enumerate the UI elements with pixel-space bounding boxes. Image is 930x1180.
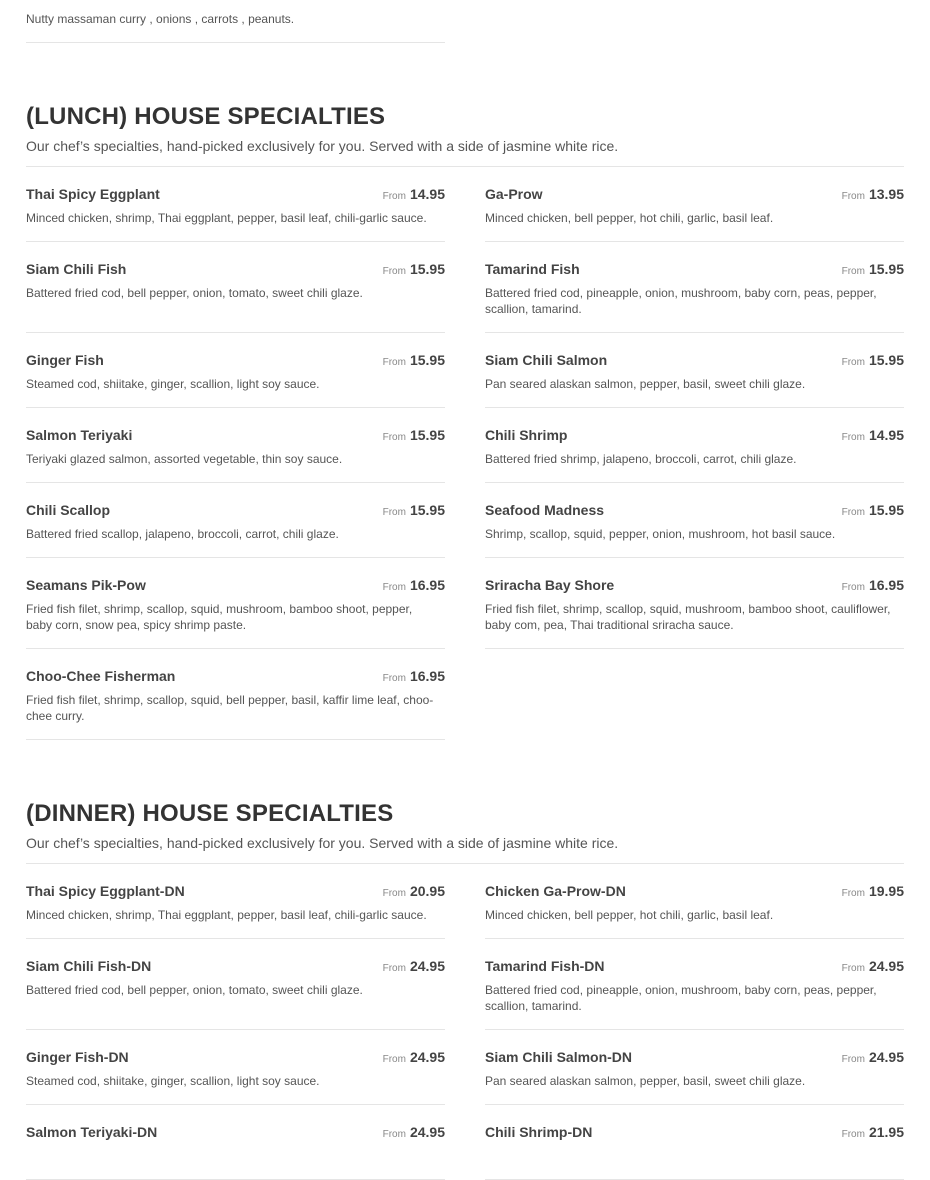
- menu-item[interactable]: [26, 1105, 445, 1180]
- price-value: 15.95: [868, 352, 904, 368]
- item-description: Battered fried cod, pineapple, onion, mushroom, baby corn, peas, pepper, scallion, tamarind.: [485, 983, 877, 1013]
- price-value: 24.95: [409, 1049, 445, 1065]
- price-prefix: From: [382, 1054, 406, 1065]
- price-prefix: From: [382, 673, 406, 684]
- menu-item-partial[interactable]: [26, 0, 445, 27]
- price-value: 16.95: [868, 577, 904, 593]
- menu-item[interactable]: [485, 483, 904, 558]
- item-name: Thai Spicy Eggplant: [26, 186, 160, 202]
- price-value: 19.95: [868, 883, 904, 899]
- item-price: [842, 883, 904, 901]
- item-price: [383, 1124, 445, 1142]
- item-price: [842, 261, 904, 279]
- item-name: Thai Spicy Eggplant-DN: [26, 883, 185, 899]
- item-name: Chili Shrimp: [485, 427, 568, 443]
- item-description: Battered fried cod, pineapple, onion, mushroom, baby corn, peas, pepper, scallion, tamarind.: [485, 286, 877, 316]
- menu-item[interactable]: [485, 864, 904, 939]
- price-value: 15.95: [409, 502, 445, 518]
- item-price: [842, 1124, 904, 1142]
- menu-item[interactable]: [485, 1030, 904, 1105]
- price-value: 24.95: [868, 1049, 904, 1065]
- menu-item[interactable]: [26, 408, 445, 483]
- item-description: Steamed cod, shiitake, ginger, scallion, light soy sauce.: [26, 377, 320, 391]
- price-prefix: From: [382, 191, 406, 202]
- price-value: 15.95: [409, 352, 445, 368]
- menu-grid: [26, 864, 904, 1180]
- item-description: Shrimp, scallop, squid, pepper, onion, mushroom, hot basil sauce.: [485, 527, 836, 541]
- menu-item[interactable]: [26, 939, 445, 1030]
- menu-item[interactable]: [26, 167, 445, 242]
- item-description: Minced chicken, shrimp, Thai eggplant, pepper, basil leaf, chili-garlic sauce.: [26, 211, 427, 225]
- section-subtitle: Our chef’s specialties, hand-picked exclusively for you. Served with a side of jasmine white rice.: [26, 835, 619, 851]
- menu-item-description: Nutty massaman curry , onions , carrots , peanuts.: [26, 12, 295, 26]
- menu-item-header: [26, 0, 445, 6]
- menu-item[interactable]: [26, 864, 445, 939]
- price-prefix: From: [841, 191, 865, 202]
- item-description: Fried fish filet, shrimp, scallop, squid, mushroom, bamboo shoot, pepper, baby corn, snow pea, spicy shrimp paste.: [26, 602, 413, 632]
- price-value: 15.95: [409, 261, 445, 277]
- item-divider: [26, 42, 445, 43]
- item-price: [383, 186, 445, 204]
- price-value: 21.95: [868, 1124, 904, 1140]
- menu-item[interactable]: [26, 1030, 445, 1105]
- item-price: [383, 261, 445, 279]
- price-prefix: From: [841, 507, 865, 518]
- menu-item[interactable]: [26, 558, 445, 649]
- price-value: 15.95: [409, 427, 445, 443]
- price-prefix: From: [382, 1129, 406, 1140]
- price-value: 14.95: [409, 186, 445, 202]
- price-value: 15.95: [868, 261, 904, 277]
- price-prefix: From: [382, 266, 406, 277]
- price-value: 15.95: [868, 502, 904, 518]
- price-prefix: From: [841, 888, 865, 899]
- item-name: Salmon Teriyaki: [26, 427, 133, 443]
- item-name: Chicken Ga-Prow-DN: [485, 883, 626, 899]
- price-prefix: From: [841, 1054, 865, 1065]
- menu-item[interactable]: [485, 558, 904, 649]
- item-name: Ga-Prow: [485, 186, 543, 202]
- dinner-section: [26, 800, 904, 1180]
- item-description: Battered fried cod, bell pepper, onion, tomato, sweet chili glaze.: [26, 286, 363, 300]
- item-price: [842, 352, 904, 370]
- menu-item[interactable]: [485, 408, 904, 483]
- lunch-section: [26, 103, 904, 740]
- item-price: [383, 883, 445, 901]
- price-prefix: From: [841, 357, 865, 368]
- price-value: 24.95: [868, 958, 904, 974]
- item-name: Siam Chili Fish: [26, 261, 127, 277]
- price-prefix: From: [841, 432, 865, 443]
- item-description: Minced chicken, shrimp, Thai eggplant, pepper, basil leaf, chili-garlic sauce.: [26, 908, 427, 922]
- item-name: Ginger Fish-DN: [26, 1049, 129, 1065]
- menu-item[interactable]: [485, 1105, 904, 1180]
- item-name: Tamarind Fish: [485, 261, 580, 277]
- item-price: [842, 1049, 904, 1067]
- menu-item[interactable]: [485, 939, 904, 1030]
- item-description: Minced chicken, bell pepper, hot chili, garlic, basil leaf.: [485, 211, 774, 225]
- menu-item[interactable]: [26, 333, 445, 408]
- item-description: Fried fish filet, shrimp, scallop, squid, mushroom, bamboo shoot, cauliflower, baby com, pea, Thai traditional sriracha sauce.: [485, 602, 891, 632]
- item-price: [383, 427, 445, 445]
- item-price: [842, 186, 904, 204]
- price-prefix: From: [382, 432, 406, 443]
- price-prefix: From: [841, 582, 865, 593]
- item-name: Salmon Teriyaki-DN: [26, 1124, 158, 1140]
- item-description: Pan seared alaskan salmon, pepper, basil, sweet chili glaze.: [485, 377, 806, 391]
- section-title: (LUNCH) HOUSE SPECIALTIES: [26, 103, 386, 130]
- item-name: Seafood Madness: [485, 502, 605, 518]
- item-price: [383, 958, 445, 976]
- price-value: 20.95: [409, 883, 445, 899]
- item-description: Pan seared alaskan salmon, pepper, basil, sweet chili glaze.: [485, 1074, 806, 1088]
- price-prefix: From: [841, 266, 865, 277]
- item-name: Sriracha Bay Shore: [485, 577, 615, 593]
- price-prefix: From: [382, 357, 406, 368]
- item-price: [842, 427, 904, 445]
- item-price: [842, 502, 904, 520]
- item-price: [383, 502, 445, 520]
- price-value: 24.95: [409, 958, 445, 974]
- item-price: [842, 958, 904, 976]
- item-name: Chili Scallop: [26, 502, 111, 518]
- menu-item[interactable]: [26, 649, 445, 740]
- item-description: Minced chicken, bell pepper, hot chili, garlic, basil leaf.: [485, 908, 774, 922]
- item-description: Battered fried shrimp, jalapeno, broccoli, carrot, chili glaze.: [485, 452, 797, 466]
- price-prefix: From: [382, 507, 406, 518]
- item-price: [383, 1049, 445, 1067]
- item-name: Tamarind Fish-DN: [485, 958, 605, 974]
- price-value: 14.95: [868, 427, 904, 443]
- price-value: 24.95: [409, 1124, 445, 1140]
- price-value: 16.95: [409, 668, 445, 684]
- menu-item[interactable]: [26, 483, 445, 558]
- menu-item[interactable]: [485, 333, 904, 408]
- item-description: Battered fried cod, bell pepper, onion, tomato, sweet chili glaze.: [26, 983, 363, 997]
- item-name: Siam Chili Salmon-DN: [485, 1049, 633, 1065]
- price-value: 13.95: [868, 186, 904, 202]
- price-prefix: From: [382, 963, 406, 974]
- menu-item[interactable]: [26, 242, 445, 333]
- price-value: 16.95: [409, 577, 445, 593]
- item-description: Fried fish filet, shrimp, scallop, squid, bell pepper, basil, kaffir lime leaf, choo-chee curry.: [26, 693, 434, 723]
- item-price: [842, 577, 904, 595]
- item-name: Ginger Fish: [26, 352, 104, 368]
- price-prefix: From: [841, 963, 865, 974]
- item-description: Battered fried scallop, jalapeno, broccoli, carrot, chili glaze.: [26, 527, 339, 541]
- item-price: [383, 352, 445, 370]
- menu-item[interactable]: [485, 167, 904, 242]
- section-subtitle: Our chef’s specialties, hand-picked exclusively for you. Served with a side of jasmine white rice.: [26, 138, 619, 154]
- item-price: [383, 577, 445, 595]
- item-price: [383, 668, 445, 686]
- item-description: Teriyaki glazed salmon, assorted vegetable, thin soy sauce.: [26, 452, 343, 466]
- item-name: Choo-Chee Fisherman: [26, 668, 176, 684]
- item-name: Siam Chili Fish-DN: [26, 958, 152, 974]
- menu-item[interactable]: [485, 242, 904, 333]
- price-prefix: From: [382, 888, 406, 899]
- item-description: Steamed cod, shiitake, ginger, scallion, light soy sauce.: [26, 1074, 320, 1088]
- price-prefix: From: [382, 582, 406, 593]
- item-name: Chili Shrimp-DN: [485, 1124, 593, 1140]
- item-name: Seamans Pik-Pow: [26, 577, 146, 593]
- menu-grid: [26, 167, 904, 740]
- item-name: Siam Chili Salmon: [485, 352, 608, 368]
- section-title: (DINNER) HOUSE SPECIALTIES: [26, 800, 394, 827]
- price-prefix: From: [841, 1129, 865, 1140]
